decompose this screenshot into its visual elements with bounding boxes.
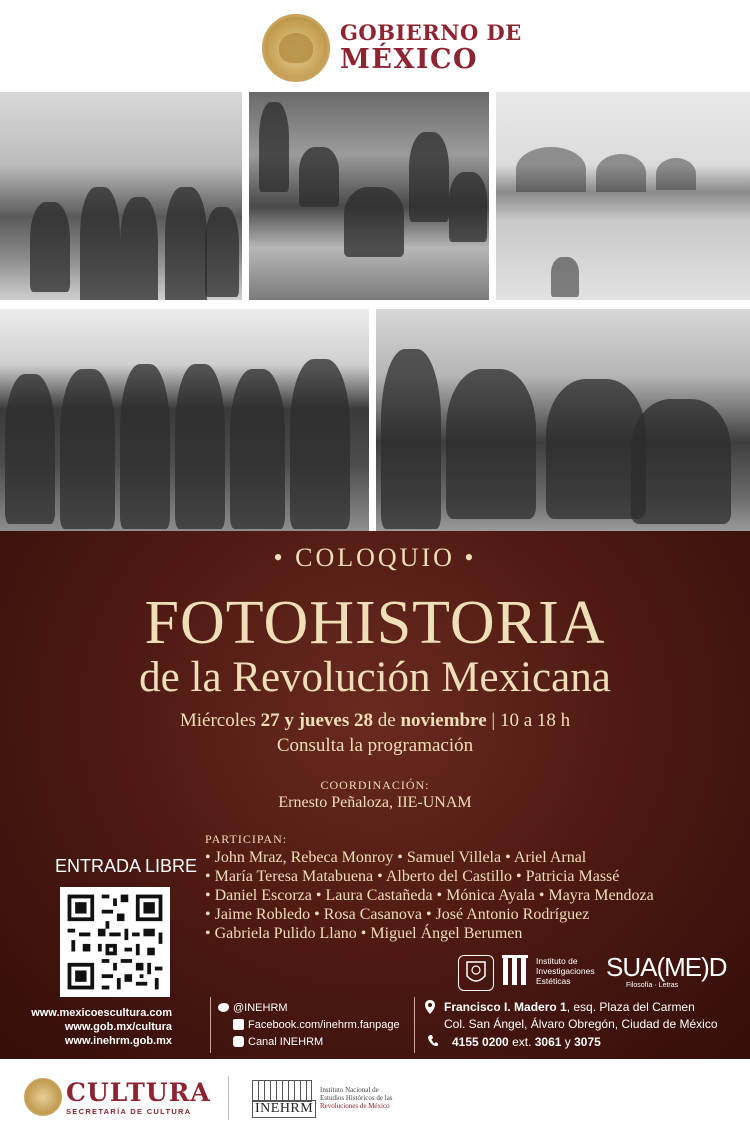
inehrm-building-icon	[252, 1080, 312, 1102]
event-kicker: • COLOQUIO •	[273, 543, 477, 572]
inehrm-full-name: Instituto Nacional de Estudios Históricos de las Revoluciones de México	[320, 1086, 393, 1110]
coordination-label: COORDINACIÓN:	[320, 778, 430, 792]
twitter-icon	[218, 1003, 229, 1012]
address-line1: Francisco I. Madero 1, esq. Plaza del Carmen	[444, 1000, 695, 1014]
facebook-icon	[233, 1019, 244, 1030]
social-twitter[interactable]: @INEHRM	[233, 1002, 288, 1014]
suamed-logo: SUA(ME)D	[606, 952, 727, 982]
secretaria-text: SECRETARÍA DE CULTURA	[66, 1107, 192, 1116]
event-subtitle: de la Revolución Mexicana	[139, 654, 611, 701]
unam-logo-icon	[458, 955, 494, 991]
participants-row: • María Teresa Matabuena • Alberto del Castillo • Patricia Massé	[205, 868, 620, 885]
national-seal-icon	[262, 14, 330, 82]
divider	[414, 997, 415, 1053]
inehrm-logo-text: INEHRM	[252, 1100, 316, 1118]
iie-logo-icon	[502, 955, 530, 987]
cultura-seal-icon	[24, 1078, 62, 1116]
historic-photo-car-group	[0, 92, 242, 300]
social-youtube[interactable]: Canal INEHRM	[248, 1036, 323, 1048]
qr-code-icon[interactable]	[60, 887, 170, 997]
phone-number[interactable]: 4155 0200 ext. 3061 y 3075	[452, 1035, 601, 1049]
address-line2: Col. San Ángel, Álvaro Obregón, Ciudad de México	[444, 1017, 718, 1031]
participants-row: • Gabriela Pulido Llano • Miguel Ángel Berumen	[205, 925, 523, 942]
historic-photo-carranza-cavalry	[376, 309, 750, 531]
suamed-logo-subtitle: Filosofía · Letras	[626, 982, 679, 989]
participants-row: • Jaime Robledo • Rosa Casanova • José Antonio Rodríguez	[205, 906, 590, 923]
historic-photo-picnic-group	[249, 92, 489, 300]
program-link[interactable]: Consulta la programación	[276, 735, 474, 756]
participants-label: PARTICIPAN:	[205, 832, 288, 846]
website-link[interactable]: www.inehrm.gob.mx	[64, 1035, 172, 1047]
gov-title-line2: MÉXICO	[340, 44, 479, 75]
location-pin-icon	[425, 1000, 435, 1017]
iie-logo-text: Instituto de Investigaciones Estéticas	[536, 956, 595, 986]
social-facebook[interactable]: Facebook.com/inehrm.fanpage	[248, 1019, 400, 1031]
youtube-icon	[233, 1036, 244, 1047]
phone-icon	[428, 1035, 438, 1050]
participants-row: • Daniel Escorza • Laura Castañeda • Mónica Ayala • Mayra Mendoza	[205, 887, 654, 904]
historic-photo-cameramen	[0, 309, 369, 531]
cultura-logo-text: CULTURA	[66, 1078, 211, 1107]
historic-photo-camp-tents	[496, 92, 750, 300]
free-entry-label: ENTRADA LIBRE	[55, 856, 198, 876]
coordinator-name: Ernesto Peñaloza, IIE-UNAM	[278, 794, 472, 811]
divider	[228, 1076, 229, 1120]
event-title: FOTOHISTORIA	[144, 589, 606, 657]
divider	[210, 997, 211, 1053]
participants-row: • John Mraz, Rebeca Monroy • Samuel Villela • Ariel Arnal	[205, 849, 587, 866]
website-link[interactable]: www.gob.mx/cultura	[64, 1021, 172, 1033]
event-dates: Miércoles 27 y jueves 28 de noviembre | 10 a 18 h	[179, 710, 571, 731]
website-link[interactable]: www.mexicoescultura.com	[31, 1007, 172, 1019]
gov-title-line1: GOBIERNO DE	[340, 20, 522, 45]
